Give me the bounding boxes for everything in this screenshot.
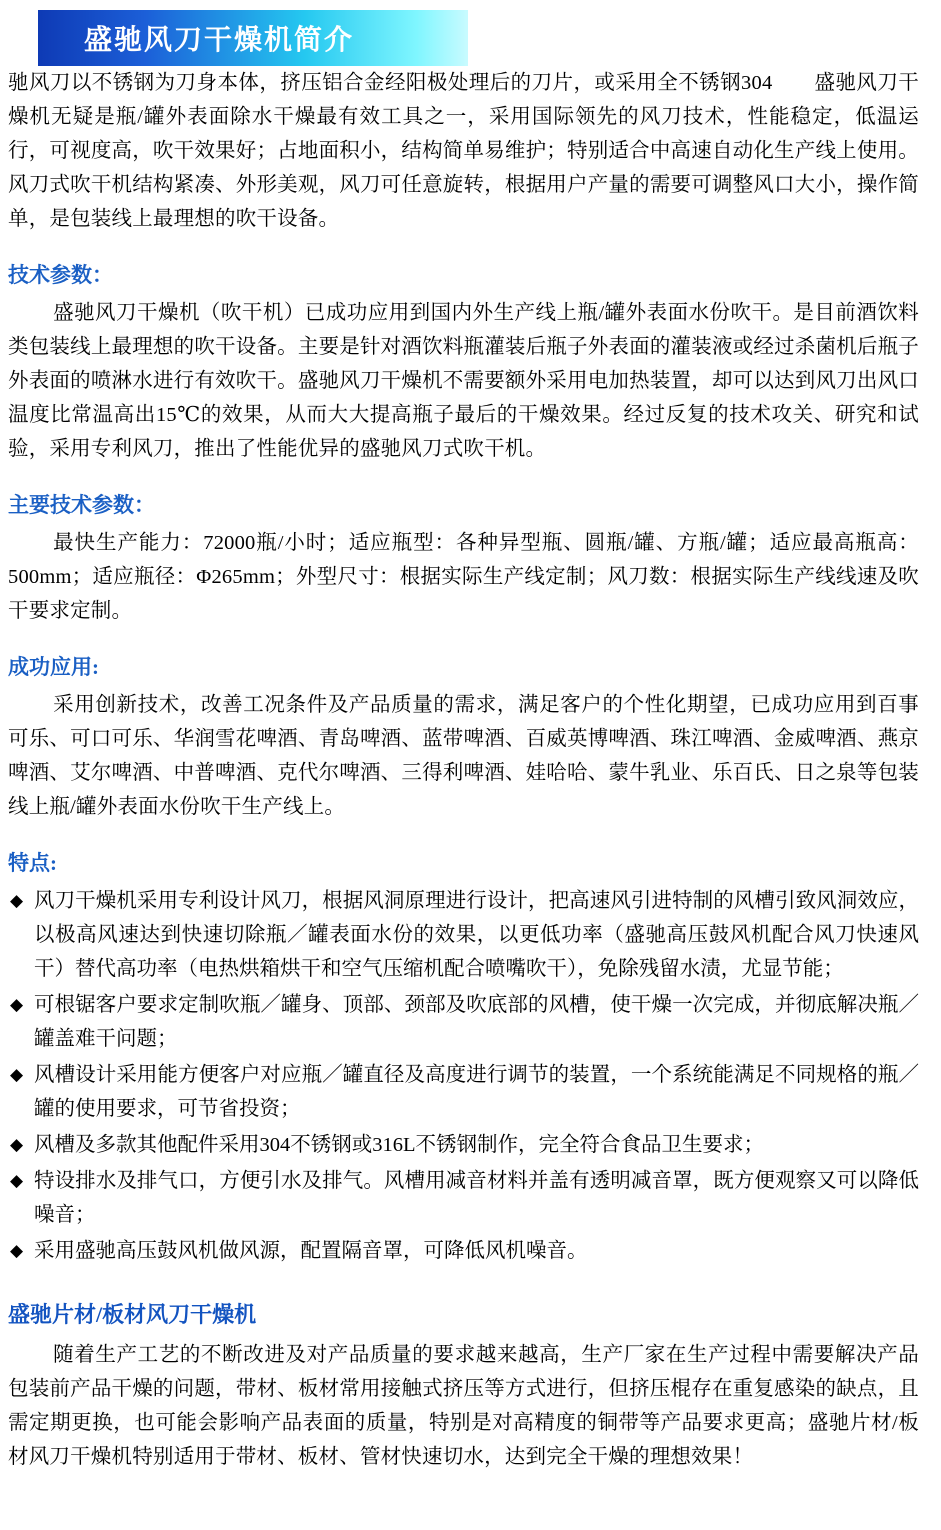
spacer	[8, 630, 919, 636]
features-list	[8, 884, 919, 1268]
list-item-text: 风槽设计采用能方便客户对应瓶／罐直径及高度进行调节的装置，一个系统能满足不同规格的瓶／罐的使用要求，可节省投资；	[34, 1064, 919, 1120]
list-item	[8, 988, 919, 1056]
section-paragraph-tech-params: 盛驰风刀干燥机（吹干机）已成功应用到国内外生产线上瓶/罐外表面水份吹干。是目前酒饮料类包装线上最理想的吹干设备。主要是针对酒饮料瓶灌装后瓶子外表面的灌装液或经过杀菌机后瓶子外表面的喷淋水进行有效吹干。盛驰风刀干燥机不需要额外采用电加热装置，却可以达到风刀出风口温度比常温高出15℃的效果，从而大大提高瓶子最后的干燥效果。经过反复的技术攻关、研究和试验，采用专利风刀，推出了性能优异的盛驰风刀式吹干机。	[8, 302, 919, 460]
document-content	[0, 66, 941, 1474]
list-item-text: 风刀干燥机采用专利设计风刀，根据风洞原理进行设计，把高速风引进特制的风槽引致风洞效应，以极高风速达到快速切除瓶／罐表面水份的效果，以更低功率（盛驰高压鼓风机配合风刀快速风干）替代高功率（电热烘箱烘干和空气压缩机配合喷嘴吹干），免除残留水渍，尤显节能；	[34, 890, 919, 980]
section-heading-applications: 成功应用:	[8, 655, 99, 679]
section-paragraph-sheet-dryer: 随着生产工艺的不断改进及对产品质量的要求越来越高，生产厂家在生产过程中需要解决产品包装前产品干燥的问题，带材、板材常用接触式挤压等方式进行，但挤压棍存在重复感染的缺点，且需定期更换，也可能会影响产品表面的质量，特别是对高精度的铜带等产品要求更高；盛驰片材/板材风刀干燥机特别适用于带材、板材、管材快速切水，达到完全干燥的理想效果！	[8, 1344, 919, 1468]
diamond-bullet-icon: ◆	[10, 995, 24, 1014]
diamond-bullet-icon: ◆	[10, 1241, 24, 1260]
spacer	[8, 1270, 919, 1282]
list-item	[8, 1128, 919, 1162]
list-item-text: 风槽及多款其他配件采用304不锈钢或316L不锈钢制作，完全符合食品卫生要求；	[34, 1134, 765, 1156]
diamond-bullet-icon: ◆	[10, 891, 24, 910]
list-item-text: 特设排水及排气口，方便引水及排气。风槽用减音材料并盖有透明减音罩，既方便观察又可以降低噪音；	[34, 1170, 919, 1226]
diamond-bullet-icon: ◆	[10, 1171, 24, 1190]
header-banner	[38, 10, 468, 66]
diamond-bullet-icon: ◆	[10, 1065, 24, 1084]
section-heading-sheet-dryer: 盛驰片材/板材风刀干燥机	[8, 1302, 257, 1327]
list-item-text: 可根锯客户要求定制吹瓶／罐身、顶部、颈部及吹底部的风槽，使干燥一次完成，并彻底解决瓶／罐盖难干问题；	[34, 994, 919, 1050]
spacer	[8, 238, 919, 244]
list-item	[8, 884, 919, 986]
section-heading-features: 特点:	[8, 851, 57, 875]
list-item	[8, 1058, 919, 1126]
section-paragraph-main-params: 最快生产能力：72000瓶/小时；适应瓶型：各种异型瓶、圆瓶/罐、方瓶/罐；适应最高瓶高：500mm；适应瓶径：Φ265mm；外型尺寸：根据实际生产线定制；风刀数：根据实际生产线线速及吹干要求定制。	[8, 532, 919, 622]
diamond-bullet-icon: ◆	[10, 1135, 24, 1154]
list-item	[8, 1164, 919, 1232]
document-page	[0, 10, 941, 1530]
intro-paragraph: 驰风刀以不锈钢为刀身本体，挤压铝合金经阳极处理后的刀片，或采用全不锈钢304 盛驰风刀干燥机无疑是瓶/罐外表面除水干燥最有效工具之一，采用国际领先的风刀技术，性能稳定，低温运行，可视度高，吹干效果好；占地面积小，结构简单易维护；特别适合中高速自动化生产线上使用。风刀式吹干机结构紧凑、外形美观，风刀可任意旋转，根据用户产量的需要可调整风口大小，操作简单，是包装线上最理想的吹干设备。	[8, 72, 919, 230]
section-paragraph-applications: 采用创新技术，改善工况条件及产品质量的需求，满足客户的个性化期望，已成功应用到百事可乐、可口可乐、华润雪花啤酒、青岛啤酒、蓝带啤酒、百威英博啤酒、珠江啤酒、金威啤酒、燕京啤酒、艾尔啤酒、中普啤酒、克代尔啤酒、三得利啤酒、娃哈哈、蒙牛乳业、乐百氏、日之泉等包装线上瓶/罐外表面水份吹干生产线上。	[8, 694, 919, 818]
section-heading-main-params: 主要技术参数：	[8, 493, 155, 517]
list-item-text: 采用盛驰高压鼓风机做风源，配置隔音罩，可降低风机噪音。	[34, 1240, 588, 1262]
spacer	[8, 468, 919, 474]
list-item	[8, 1234, 919, 1268]
page-title: 盛驰风刀干燥机简介	[84, 25, 355, 56]
section-heading-tech-params: 技术参数：	[8, 263, 113, 287]
spacer	[8, 826, 919, 832]
